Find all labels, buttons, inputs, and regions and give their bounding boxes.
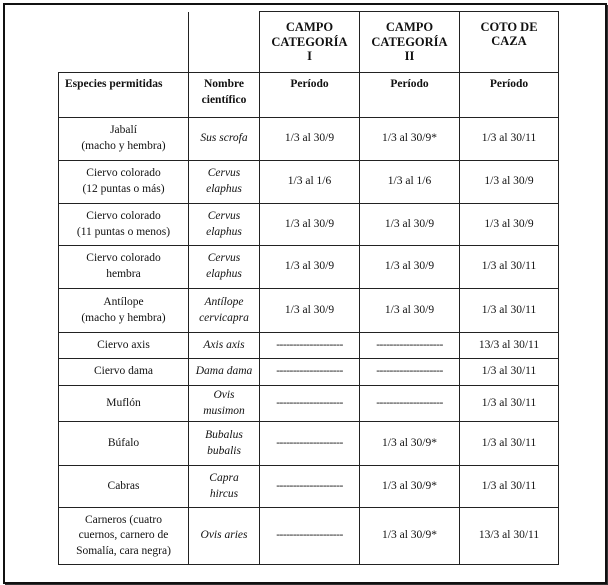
period-cell: -------------------- (260, 508, 360, 565)
period-cell: 1/3 al 30/9 (360, 204, 460, 246)
scientific-name-cell-line: elaphus (206, 225, 242, 238)
species-cell-line: cuernos, carnero de (78, 529, 169, 542)
scientific-name-cell-line: Cervus (207, 167, 241, 180)
scientific-name-cell (189, 204, 260, 246)
scientific-name-cell-line: hircus (209, 487, 239, 500)
species-cell (59, 508, 189, 565)
scientific-name-cell (189, 246, 260, 289)
period-cell: -------------------- (260, 422, 360, 466)
species-cell (59, 161, 189, 204)
period-cell: 1/3 al 1/6 (360, 161, 460, 204)
period-cell: 1/3 al 30/9 (360, 246, 460, 289)
species-cell-line: Ciervo axis (97, 338, 150, 351)
species-cell-line: (macho y hembra) (81, 140, 166, 152)
species-cell (59, 118, 189, 161)
scientific-name-cell-line: bubalis (207, 444, 241, 457)
period-cell: 1/3 al 30/9* (360, 466, 460, 508)
header-line: CAMPO (385, 20, 434, 35)
scientific-name-cell-line: Ovis (213, 388, 235, 401)
table-row (59, 161, 559, 204)
scientific-name-cell (189, 359, 260, 386)
table-row (59, 466, 559, 508)
species-cell (59, 422, 189, 466)
period-cell: 1/3 al 30/11 (460, 386, 559, 422)
period-cell: -------------------- (260, 386, 360, 422)
period-cell: 1/3 al 30/9* (360, 422, 460, 466)
period-cell: -------------------- (360, 359, 460, 386)
table-row (59, 422, 559, 466)
period-cell: 1/3 al 30/11 (460, 289, 559, 333)
scientific-name-cell-line: Dama dama (195, 365, 253, 378)
scientific-name-cell-line: elaphus (206, 183, 242, 195)
table-row (59, 246, 559, 289)
period-cell: 1/3 al 30/11 (460, 422, 559, 466)
header-line: CAZA (491, 34, 527, 49)
hunting-seasons-table (58, 11, 559, 565)
species-cell (59, 333, 189, 359)
scientific-name-cell (189, 386, 260, 422)
header-line: II (404, 49, 415, 64)
species-cell-line: hembra (106, 268, 141, 280)
empty-corner-cell (59, 12, 189, 73)
species-cell (59, 204, 189, 246)
species-cell-line: (11 puntas o menos) (76, 225, 171, 238)
table-row (59, 118, 559, 161)
species-cell-line: Cabras (107, 479, 140, 492)
header-line: COTO DE (480, 20, 538, 34)
scientific-name-cell-line: Ovis aries (200, 529, 248, 542)
species-cell-line: Ciervo colorado (86, 252, 161, 265)
period-cell: 1/3 al 30/11 (460, 466, 559, 508)
scientific-name-cell (189, 422, 260, 466)
species-cell-line: Ciervo colorado (86, 167, 161, 180)
species-cell-line: Jabalí (110, 124, 137, 137)
period-cell: -------------------- (260, 466, 360, 508)
species-cell-line: Antílope (103, 295, 144, 308)
period-cell: -------------------- (260, 333, 360, 359)
period-cell: 13/3 al 30/11 (460, 508, 559, 565)
scientific-name-cell-line: elaphus (206, 268, 242, 280)
period-cell: 13/3 al 30/11 (460, 333, 559, 359)
subheader-species: Especies permitidas (59, 73, 189, 118)
subheader-scientific-name (189, 73, 260, 118)
species-cell-line: Carneros (cuatro (85, 513, 162, 526)
period-cell: 1/3 al 30/9 (460, 204, 559, 246)
scientific-name-cell-line: Cervus (207, 252, 241, 265)
scientific-name-cell (189, 466, 260, 508)
scientific-name-cell-line: Cervus (207, 209, 241, 222)
period-cell: 1/3 al 30/9 (360, 289, 460, 333)
scientific-name-cell (189, 333, 260, 359)
period-cell: 1/3 al 30/9* (360, 508, 460, 565)
header-line: I (307, 49, 312, 64)
scientific-name-cell-line: Bubalus (205, 428, 243, 441)
scientific-name-cell (189, 161, 260, 204)
period-cell: 1/3 al 30/9 (260, 289, 360, 333)
species-cell-line: Somalía, cara negra) (76, 544, 171, 557)
scientific-name-cell-line: Capra (209, 471, 239, 484)
species-cell (59, 289, 189, 333)
header-line: CAMPO (285, 20, 334, 35)
empty-corner-cell (189, 12, 260, 73)
scientific-name-cell-line: Sus scrofa (200, 132, 248, 145)
species-cell (59, 359, 189, 386)
species-cell-line: Ciervo dama (93, 365, 154, 378)
species-cell (59, 246, 189, 289)
scientific-name-cell-line: cervicapra (199, 311, 249, 324)
period-cell: -------------------- (360, 333, 460, 359)
scientific-name-cell (189, 118, 260, 161)
table-row (59, 204, 559, 246)
header-campo-categoria-2 (360, 12, 460, 73)
table-row (59, 508, 559, 565)
header-line: CATEGORÍA (371, 34, 448, 49)
header-campo-categoria-1 (260, 12, 360, 73)
subheader-line: científico (201, 93, 247, 106)
period-cell: 1/3 al 30/11 (460, 359, 559, 386)
species-cell-line: Muflón (106, 396, 141, 409)
table-row (59, 386, 559, 422)
subheader-period: Período (460, 73, 559, 118)
scientific-name-cell-line: Antílope (204, 295, 244, 308)
scientific-name-cell (189, 508, 260, 565)
period-cell: 1/3 al 30/9 (260, 246, 360, 289)
period-cell: 1/3 al 1/6 (260, 161, 360, 204)
header-coto-de-caza (460, 12, 559, 73)
scientific-name-cell-line: Axis axis (203, 338, 245, 351)
species-cell-line: (macho y hembra) (81, 311, 166, 324)
header-line: CATEGORÍA (271, 34, 348, 49)
period-cell: -------------------- (360, 386, 460, 422)
table-row (59, 333, 559, 359)
subheader-period: Período (260, 73, 360, 118)
header-row (59, 12, 559, 73)
species-cell (59, 386, 189, 422)
subheader-row (59, 73, 559, 118)
table-row (59, 289, 559, 333)
species-cell-line: Búfalo (107, 436, 140, 449)
species-cell-line: Ciervo colorado (86, 209, 161, 222)
scientific-name-cell (189, 289, 260, 333)
period-cell: 1/3 al 30/11 (460, 118, 559, 161)
subheader-period: Período (360, 73, 460, 118)
subheader-line: Nombre (203, 78, 245, 90)
period-cell: 1/3 al 30/9* (360, 118, 460, 161)
period-cell: 1/3 al 30/11 (460, 246, 559, 289)
period-cell: 1/3 al 30/9 (260, 204, 360, 246)
scientific-name-cell-line: musimon (203, 404, 245, 417)
period-cell: -------------------- (260, 359, 360, 386)
species-cell-line: (12 puntas o más) (82, 183, 165, 195)
period-cell: 1/3 al 30/9 (260, 118, 360, 161)
species-cell (59, 466, 189, 508)
period-cell: 1/3 al 30/9 (460, 161, 559, 204)
table-row (59, 359, 559, 386)
